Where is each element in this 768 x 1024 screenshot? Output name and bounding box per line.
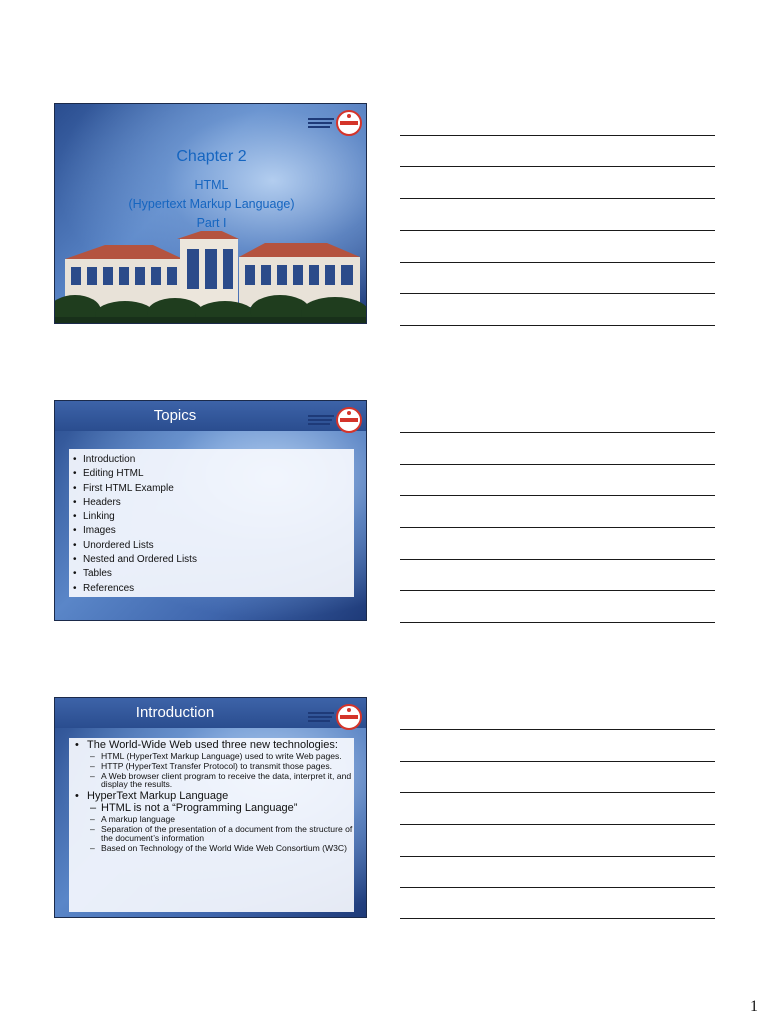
list-item: • First HTML Example [69,482,354,496]
note-line [400,432,715,433]
note-line [400,135,715,136]
list-item: • Editing HTML [69,467,354,481]
note-line [400,918,715,919]
bullet-hypertext: • HyperText Markup Language [69,791,354,802]
university-logo [304,405,362,435]
list-item: • Linking [69,510,354,524]
content-box [69,449,354,597]
campus-building-image [55,231,367,323]
note-line [400,824,715,825]
list-item: • Unordered Lists [69,539,354,553]
html-line: HTML [194,178,229,192]
slide-title: Topics [153,407,197,424]
sub-bullet: – HTML (HyperText Markup Language) used to write Web pages. [69,752,354,761]
page-number: 1 [750,998,758,1015]
university-logo [304,108,362,138]
sub-bullet: – A Web browser client program to receive the data, interpret it, and display the results. [69,772,354,790]
list-item: • References [69,582,354,596]
note-line [400,792,715,793]
note-line [400,622,715,623]
note-line [400,527,715,528]
list-item: • Introduction [69,453,354,467]
hypertext-line: (Hypertext Markup Language) [128,197,295,211]
sub-bullet: – HTML is not a “Programming Language” [69,803,354,814]
note-line [400,262,715,263]
note-line [400,495,715,496]
note-line [400,198,715,199]
slide-2 [54,400,367,621]
note-line [400,856,715,857]
note-line [400,166,715,167]
sub-bullet: – Separation of the presentation of a document from the structure of the document’s information [69,825,354,843]
part-line: Part I [196,216,227,230]
note-line [400,230,715,231]
list-item: • Images [69,524,354,538]
note-line [400,559,715,560]
university-logo [304,702,362,732]
note-line [400,325,715,326]
sub-bullet: – A markup language [69,815,354,824]
note-line [400,464,715,465]
note-line [400,729,715,730]
slide-1-body [55,176,367,233]
bullet-www: • The World-Wide Web used three new technologies: [69,740,354,751]
sub-bullet: – Based on Technology of the World Wide Web Consortium (W3C) [69,844,354,853]
topics-list [69,449,354,596]
sub-bullet: – HTTP (HyperText Transfer Protocol) to transmit those pages. [69,762,354,771]
list-item: • Headers [69,496,354,510]
content-box [69,738,354,912]
list-item: • Tables [69,567,354,581]
list-item: • Nested and Ordered Lists [69,553,354,567]
note-line [400,590,715,591]
slide-1 [54,103,367,324]
slide-3 [54,697,367,918]
note-line [400,761,715,762]
chapter-title: Chapter 2 [176,148,247,165]
note-line [400,887,715,888]
slide-title: Introduction [135,704,215,721]
note-line [400,293,715,294]
